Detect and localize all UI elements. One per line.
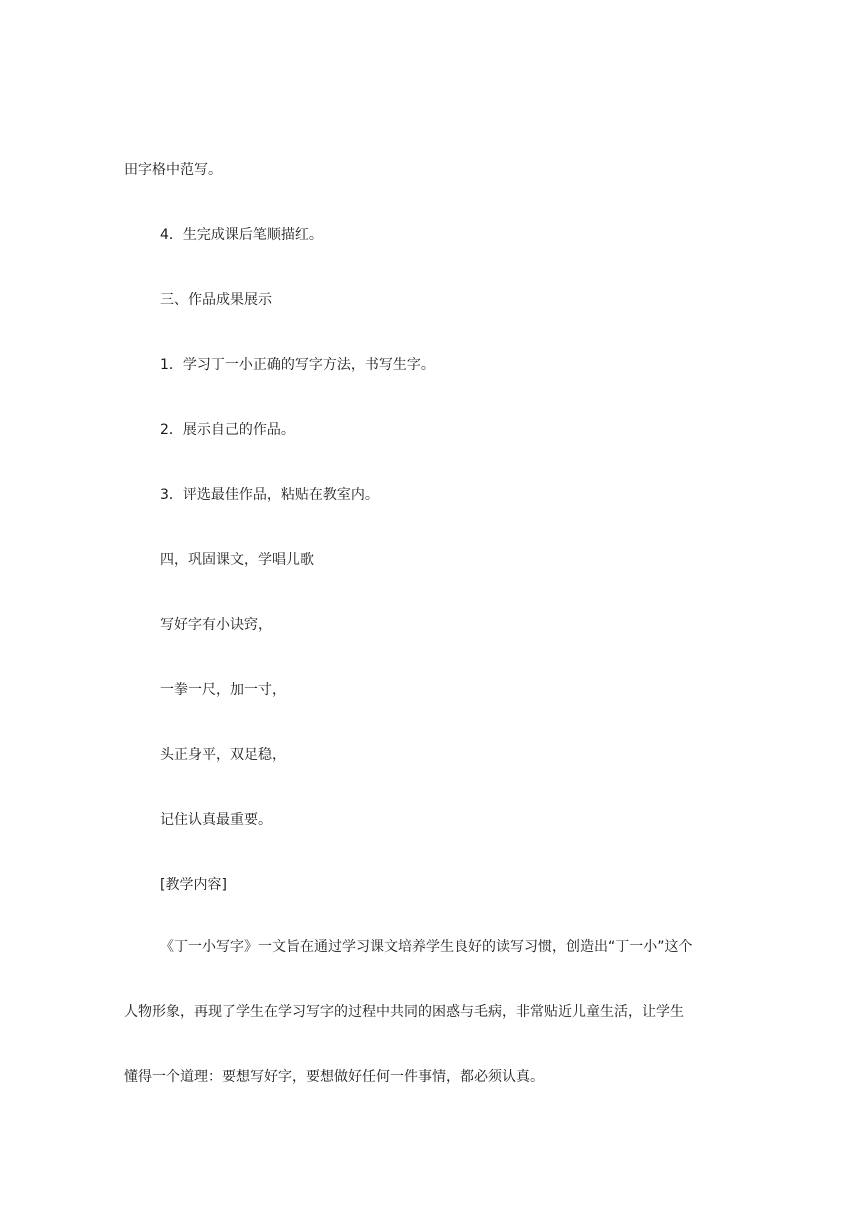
- verse-line: 一拳一尺，加一寸，: [160, 682, 286, 698]
- section-heading: 四，巩固课文，学唱儿歌: [160, 552, 314, 568]
- verse-line: 头正身平，双足稳，: [160, 747, 286, 763]
- list-item: 4．生完成课后笔顺描红。: [160, 227, 323, 243]
- list-item: 2．展示自己的作品。: [160, 422, 295, 438]
- verse-line: 记住认真最重要。: [160, 812, 272, 828]
- paragraph-line: 《丁一小写字》一文旨在通过学习课文培养学生良好的读写习惯，创造出“丁一小”这个: [160, 939, 693, 955]
- text-line: 田字格中范写。: [124, 162, 222, 178]
- list-item: 1．学习丁一小正确的写字方法，书写生字。: [160, 357, 435, 373]
- list-item: 3．评选最佳作品，粘贴在教室内。: [160, 487, 379, 503]
- paragraph-line: 懂得一个道理：要想写好字，要想做好任何一件事情，都必须认真。: [124, 1069, 544, 1085]
- section-heading: 三、作品成果展示: [160, 292, 272, 308]
- section-label: [教学内容]: [160, 877, 227, 893]
- body-paragraph: [124, 937, 744, 1132]
- verse-line: 写好字有小诀窍，: [160, 617, 272, 633]
- paragraph-line: 人物形象，再现了学生在学习写字的过程中共同的困惑与毛病，非常贴近儿童生活，让学生: [124, 1004, 684, 1020]
